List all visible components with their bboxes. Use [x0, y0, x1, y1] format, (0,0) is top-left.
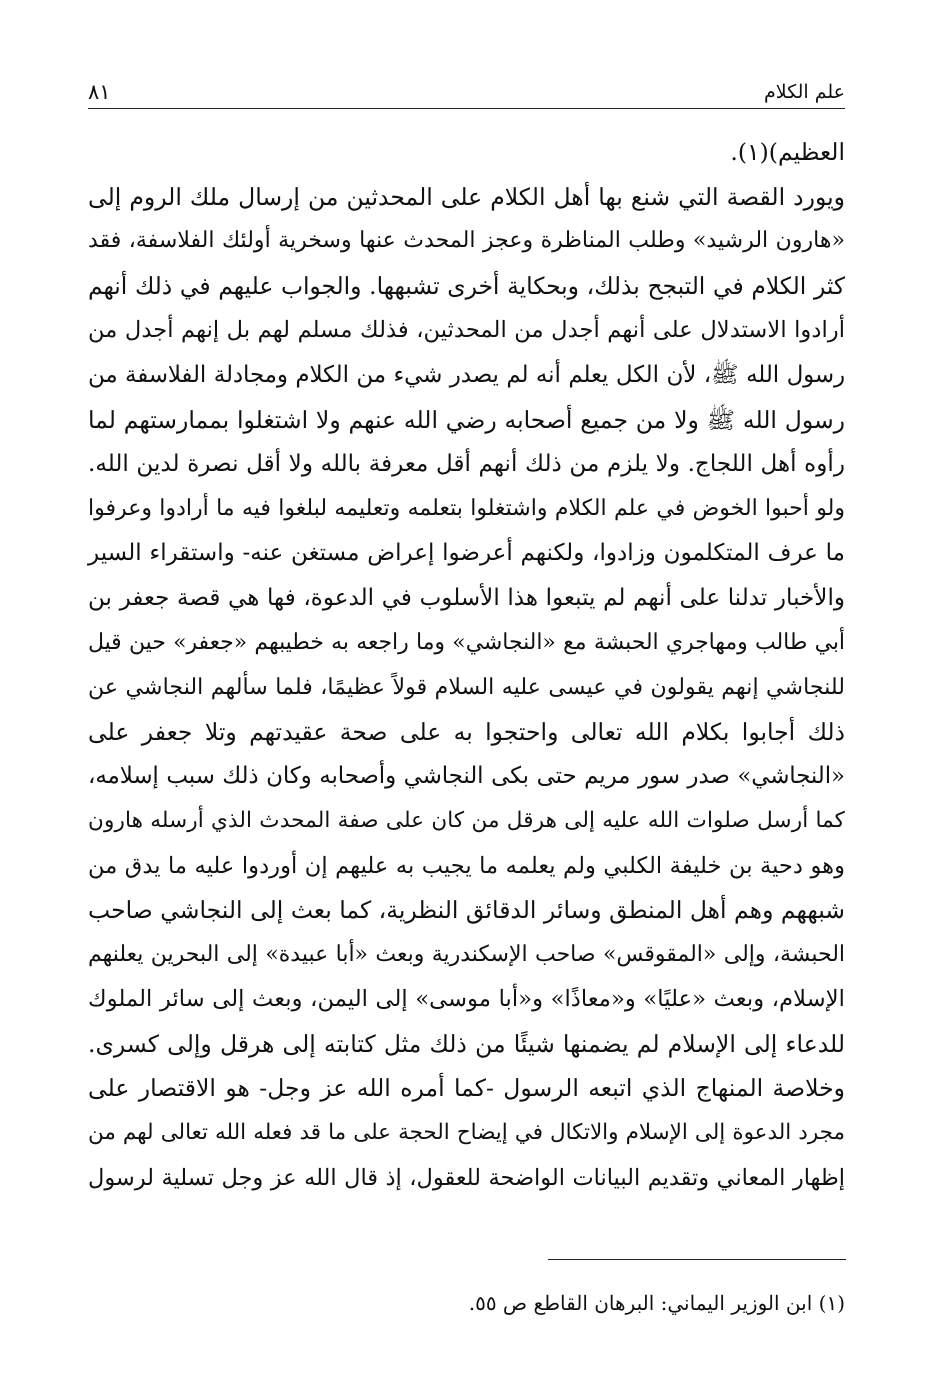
text-line: وهو دحية بن خليفة الكلبي ولم يعلمه ما يجيب به عليهم إن أوردوا عليه ما يدق من: [88, 852, 845, 879]
text-line: شبههم وهم أهل المنطق وسائر الدقائق النظرية، كما بعث إلى النجاشي صاحب: [88, 896, 845, 925]
text-line: إظهار المعاني وتقديم البيانات الواضحة للعقول، إذ قال الله عز وجل تسلية لرسول: [88, 1164, 845, 1191]
text-line: الحبشة، وإلى «المقوقس» صاحب الإسكندرية وبعث «أبا عبيدة» إلى البحرين يعلنهم: [88, 941, 845, 967]
text-line: «النجاشي» صدر سور مريم حتى بكى النجاشي وأصحابه وكان ذلك سبب إسلامه،: [88, 763, 845, 790]
text-line: كثر الكلام في التبجح بذلك، وبحكاية أخرى تشبهها. والجواب عليهم في ذلك أنهم: [88, 271, 845, 300]
footnote: (١) ابن الوزير اليماني: البرهان القاطع ص ٥٥.: [468, 1291, 845, 1315]
text-line: والأخبار تدلنا على أنهم لم يتبعوا هذا الأسلوب في الدعوة، فها هي قصة جعفر بن: [88, 584, 845, 611]
text-line: وخلاصة المنهاج الذي اتبعه الرسول -كما أمره الله عز وجل- هو الاقتصار على: [88, 1074, 845, 1103]
text-line: «هارون الرشيد» وطلب المناظرة وعجز المحدث عنها وسخرية أولئك الفلاسفة، فقد: [88, 228, 845, 254]
running-title: علم الكلام: [764, 81, 845, 103]
page-number: ٨١: [88, 80, 111, 104]
text-line: للدعاء إلى الإسلام لم يضمنها شيئًا من ذلك مثل كتابته إلى هرقل وإلى كسرى.: [88, 1029, 845, 1058]
footnote-separator: [548, 1259, 846, 1260]
text-line: الإسلام، وبعث «عليًا» و«معاذًا» و«أبا موسى» إلى اليمن، وبعث إلى سائر الملوك: [88, 986, 845, 1013]
text-line: رأوه أهل اللجاج. ولا يلزم من ذلك أنهم أقل معرفة بالله ولا أقل نصرة لدين الله.: [88, 451, 845, 478]
text-line: العظيم)(١).: [730, 138, 845, 166]
text-line: مجرد الدعوة إلى الإسلام والاتكال في إيضاح الحجة على ما قد فعله الله تعالى لهم من: [88, 1120, 845, 1146]
text-line: للنجاشي إنهم يقولون في عيسى عليه السلام قولاً عظيمًا، فلما سألهم النجاشي عن: [88, 674, 845, 701]
text-line: كما أرسل صلوات الله عليه إلى هرقل من كان على صفة المحدث الذي أرسله هارون: [88, 807, 845, 833]
text-line: ولو أحبوا الخوض في علم الكلام واشتغلوا بتعلمه وتعليمه لبلغوا فيه ما أرادوا وعرفوا: [88, 495, 845, 521]
text-line: رسول الله ﷺ ولا من جميع أصحابه رضي الله عنهم ولا اشتغلوا بممارستهم لما: [88, 405, 845, 434]
text-line: أبي طالب ومهاجري الحبشة مع «النجاشي» وما راجعه به خطيبهم «جعفر» حين قيل: [88, 629, 845, 655]
text-line: ما عرف المتكلمون وزادوا، ولكنهم أعرضوا إعراض مستغن عنه- واستقراء السير: [88, 540, 845, 567]
text-line: أرادوا الاستدلال على أنهم أجدل من المحدثين، فذلك مسلم لهم بل إنهم أجدل من: [88, 317, 845, 344]
text-line: رسول الله ﷺ، لأن الكل يعلم أنه لم يصدر شيء من الكلام ومجادلة الفلاسفة من: [88, 361, 845, 388]
body-text: [88, 130, 845, 1200]
text-line: ويورد القصة التي شنع بها أهل الكلام على المحدثين من إرسال ملك الروم إلى: [88, 182, 845, 211]
running-header: [88, 74, 845, 109]
text-line: ذلك أجابوا بكلام الله تعالى واحتجوا به على صحة عقيدتهم وتلا جعفر على: [88, 717, 845, 746]
